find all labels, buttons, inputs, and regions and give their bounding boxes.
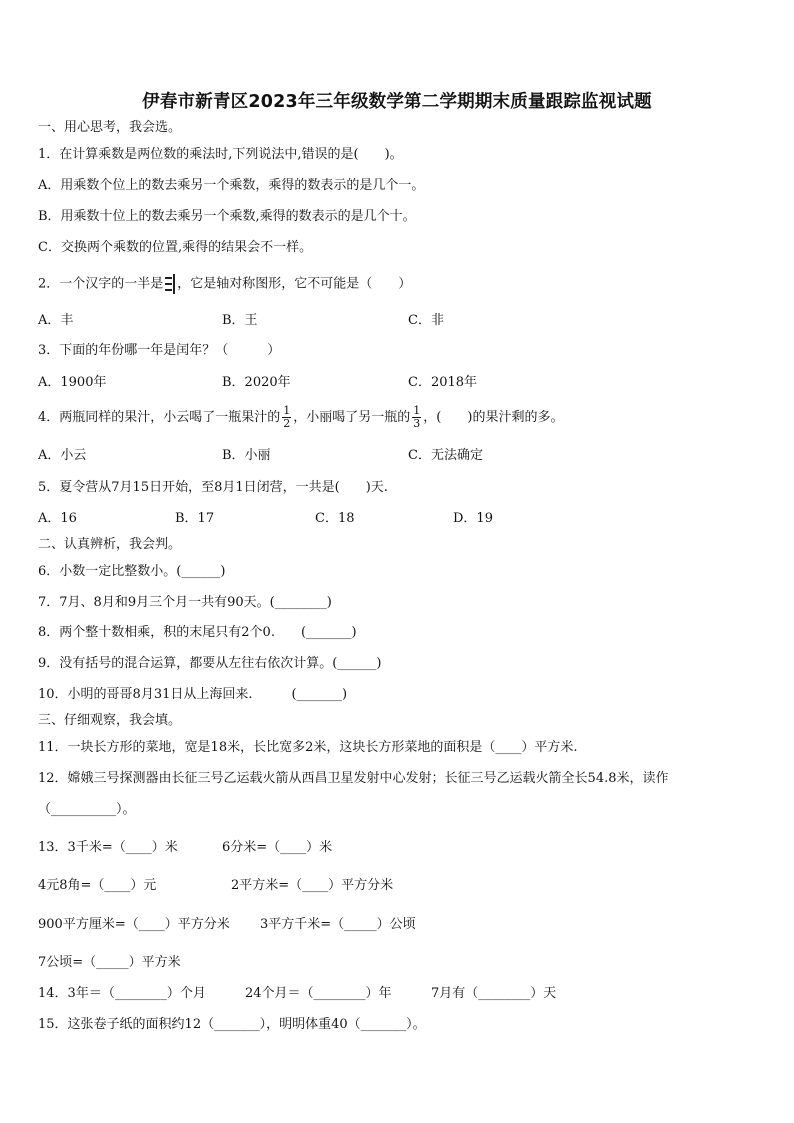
question-13-item-4: 2平方米=（____）平方分米 — [231, 878, 394, 893]
question-1-option-a: A．用乘数个位上的数去乘另一个乘数，乘得的数表示的是几个一。 — [38, 178, 425, 193]
fraction-one-third: $\frac{1}{3}$ — [413, 404, 421, 430]
question-3-option-a: A．1900年 — [38, 375, 107, 390]
question-1-option-c: C．交换两个乘数的位置,乘得的结果会不一样。 — [38, 240, 313, 255]
question-2-option-a: A．丰 — [38, 313, 74, 328]
question-1-option-b: B．用乘数十位上的数去乘另一个乘数,乘得的数表示的是几个十。 — [38, 209, 416, 224]
question-4-stem — [38, 402, 563, 434]
question-2-option-b: B．王 — [222, 313, 258, 328]
question-11: 11．一块长方形的菜地，宽是18米，长比宽多2米，这块长方形菜地的面积是（____）平方米. — [38, 740, 578, 755]
question-4-option-b: B．小丽 — [222, 448, 271, 463]
question-7: 7．7月、8月和9月三个月一共有90天。(________) — [38, 595, 332, 610]
question-4-stem-part-a: 4．两瓶同样的果汁，小云喝了一瓶果汁的 — [38, 410, 281, 425]
question-4-stem-part-c: ，( )的果汁剩的多。 — [423, 410, 564, 425]
page-title: 伊春市新青区2023年三年级数学第二学期期末质量跟踪监视试题 — [142, 92, 652, 112]
question-14-item-3: 7月有（________）天 — [431, 986, 557, 1001]
question-4-option-a: A．小云 — [38, 448, 87, 463]
question-2-stem-part-a: 2．一个汉字的一半是 — [38, 276, 164, 292]
question-13-item-7: 7公顷=（_____）平方米 — [38, 955, 181, 970]
question-3-stem: 3．下面的年份哪一年是闰年？（ ） — [38, 343, 281, 358]
question-3-option-b: B．2020年 — [222, 375, 291, 390]
question-5-option-a: A．16 — [38, 511, 77, 526]
question-9: 9．没有括号的混合运算，都要从左往右依次计算。(______) — [38, 656, 382, 671]
question-13-item-1: 13．3千米=（____）米 — [38, 840, 178, 855]
question-4-option-c: C．无法确定 — [408, 448, 483, 463]
section-heading-3: 三、仔细观察，我会填。 — [38, 713, 182, 728]
question-5-option-c: C．18 — [315, 511, 355, 526]
section-heading-1: 一、用心思考，我会选。 — [38, 120, 182, 135]
question-15: 15．这张卷子纸的面积约12（_______），明明体重40（_______）。 — [38, 1017, 426, 1032]
question-5-option-b: B．17 — [175, 511, 215, 526]
question-5-stem: 5．夏令营从7月15日开始，至8月1日闭营，一共是( )天. — [38, 480, 388, 495]
question-13-item-3: 4元8角=（____）元 — [38, 878, 157, 893]
question-2-option-c: C．非 — [408, 313, 444, 328]
question-3-option-c: C．2018年 — [408, 375, 478, 390]
question-5-option-d: D．19 — [453, 511, 493, 526]
question-12-line-2: （__________）。 — [38, 802, 136, 817]
question-6: 6．小数一定比整数小。(______) — [38, 564, 226, 579]
question-13-item-2: 6分米=（____）米 — [222, 840, 333, 855]
question-8: 8．两个整十数相乘，积的末尾只有2个0. (_______) — [38, 625, 357, 640]
question-13-item-6: 3平方千米=（_____）公顷 — [260, 917, 416, 932]
question-12-line-1: 12．嫦娥三号探测器由长征三号乙运载火箭从西昌卫星发射中心发射；长征三号乙运载火箭全长54.8米，读作 — [38, 771, 669, 786]
section-heading-2: 二、认真辨析，我会判。 — [38, 537, 182, 552]
question-14-item-2: 24个月＝（________）年 — [245, 986, 392, 1001]
question-2-stem-part-b: ，它是轴对称图形，它不可能是（ ） — [177, 276, 412, 292]
question-14-item-1: 14．3年＝（________）个月 — [38, 986, 206, 1001]
question-4-stem-part-b: ，小丽喝了另一瓶的 — [293, 410, 411, 425]
question-1-stem: 1．在计算乘数是两位数的乘法时,下列说法中,错误的是( )。 — [38, 147, 403, 162]
fraction-one-half: $\frac{1}{2}$ — [283, 404, 291, 430]
question-10: 10．小明的哥哥8月31日从上海回来. (_______) — [38, 687, 348, 702]
half-character-glyph-icon — [164, 274, 176, 294]
question-13-item-5: 900平方厘米=（____）平方分米 — [38, 917, 230, 932]
question-2-stem — [38, 274, 411, 294]
